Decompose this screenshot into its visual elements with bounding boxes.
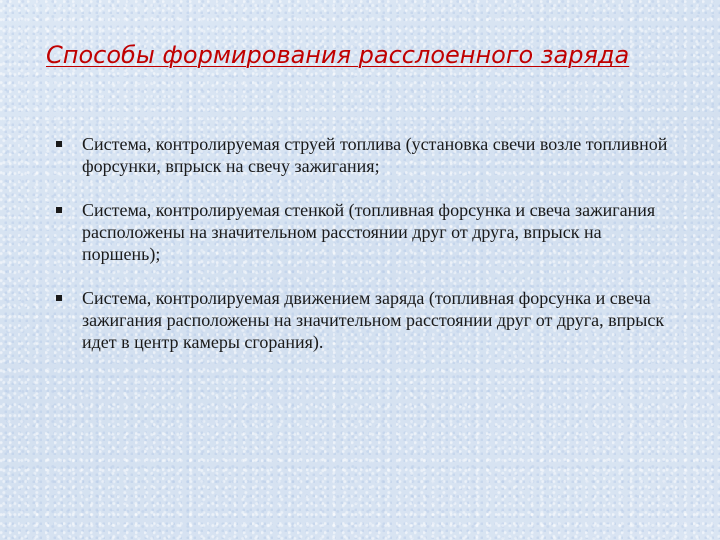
bullet-list bbox=[52, 133, 672, 375]
slide-title: Способы формирования расслоенного заряда bbox=[46, 41, 630, 69]
list-item-text: Система, контролируемая движением заряда (топливная форсунка и свеча зажигания расположены на значительном расстоянии друг от друга, впрыск идет в центр камеры сгорания). bbox=[82, 288, 665, 352]
list-item-text: Система, контролируемая стенкой (топливная форсунка и свеча зажигания расположены на значительном расстоянии друг от друга, впрыск на поршень); bbox=[82, 200, 656, 264]
list-item-text: Система, контролируемая струей топлива (установка свечи возле топливной форсунки, впрыск на свечу зажигания; bbox=[82, 134, 668, 176]
list-item bbox=[52, 199, 672, 265]
square-bullet-icon bbox=[56, 295, 62, 301]
square-bullet-icon bbox=[56, 207, 62, 213]
square-bullet-icon bbox=[56, 141, 62, 147]
list-item bbox=[52, 287, 672, 353]
list-item bbox=[52, 133, 672, 177]
